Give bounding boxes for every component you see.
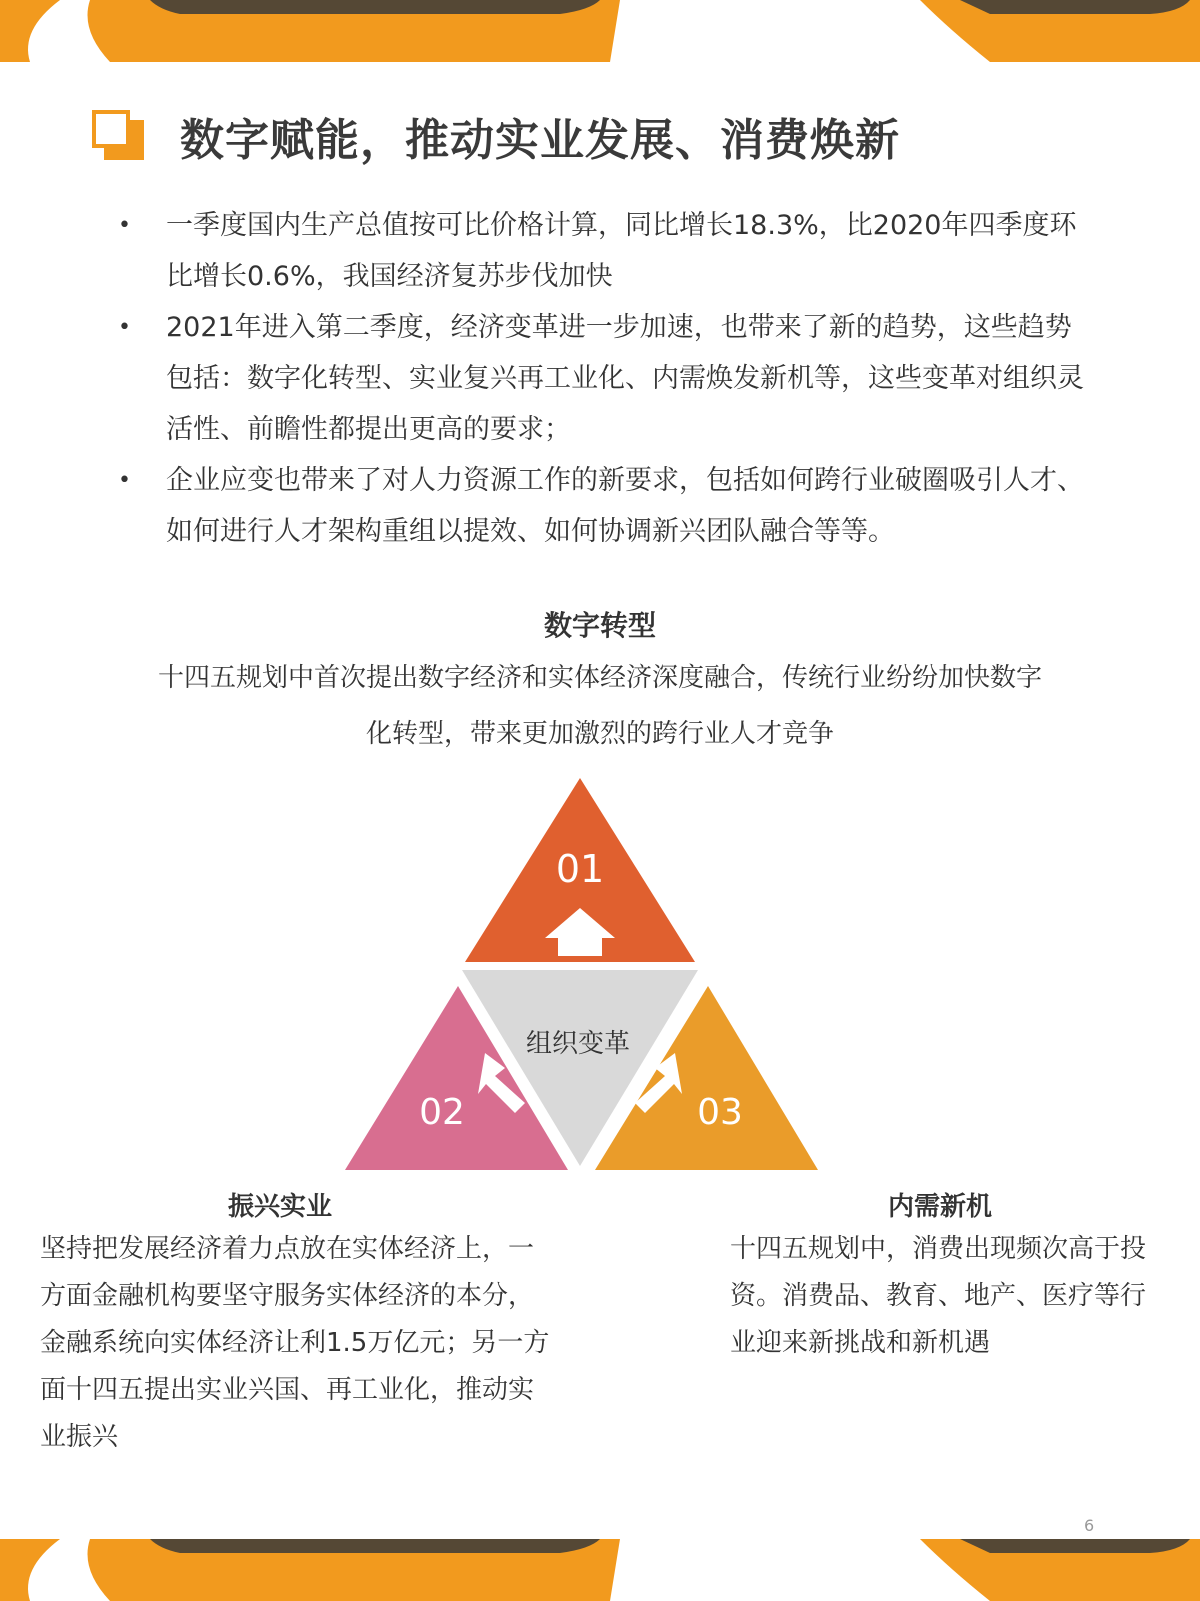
right-section-text: 十四五规划中，消费出现频次高于投资。消费品、教育、地产、医疗等行业迎来新挑战和新机遇 (730, 1234, 1147, 1358)
list-item: • 企业应变也带来了对人力资源工作的新要求，包括如何跨行业破圈吸引人才、如何进行人才架构重组以提效、如何协调新兴团队融合等等。 (118, 465, 1084, 547)
page-title-row (92, 104, 900, 168)
digital-heading: 数字转型 (543, 609, 656, 642)
bullet-list (118, 200, 1098, 557)
page-number: 6 (1084, 1516, 1095, 1535)
right-section-heading: 内需新机 (888, 1192, 993, 1222)
triangle-right-number: 03 (697, 1092, 743, 1133)
nested-squares-icon (92, 110, 148, 162)
bottom-decorative-band (0, 1539, 1200, 1601)
triangle-top-number: 01 (555, 847, 605, 891)
digital-text: 十四五规划中首次提出数字经济和实体经济深度融合，传统行业纷纷加快数字化转型，带来更加激烈的跨行业人才竞争 (157, 663, 1042, 749)
page-title: 数字赋能，推动实业发展、消费焕新 (180, 115, 900, 166)
top-decorative-band (0, 0, 1200, 62)
list-item: • 2021年进入第二季度，经济变革进一步加速，也带来了新的趋势，这些趋势包括：数字化转型、实业复兴再工业化、内需焕发新机等，这些变革对组织灵活性、前瞻性都提出更高的要求； (118, 312, 1084, 445)
left-section-text: 坚持把发展经济着力点放在实体经济上，一方面金融机构要坚守服务实体经济的本分，金融系统向实体经济让利1.5万亿元；另一方面十四五提出实业兴国、再工业化，推动实业振兴 (40, 1234, 550, 1452)
left-section-heading: 振兴实业 (228, 1192, 333, 1222)
list-item: • 一季度国内生产总值按可比价格计算，同比增长18.3%，比2020年四季度环比增长0.6%，我国经济复苏步伐加快 (118, 210, 1077, 292)
triangle-center-label: 组织变革 (525, 1029, 631, 1059)
triangle-left-number: 02 (419, 1092, 465, 1133)
triangle-diagram (340, 778, 840, 1198)
